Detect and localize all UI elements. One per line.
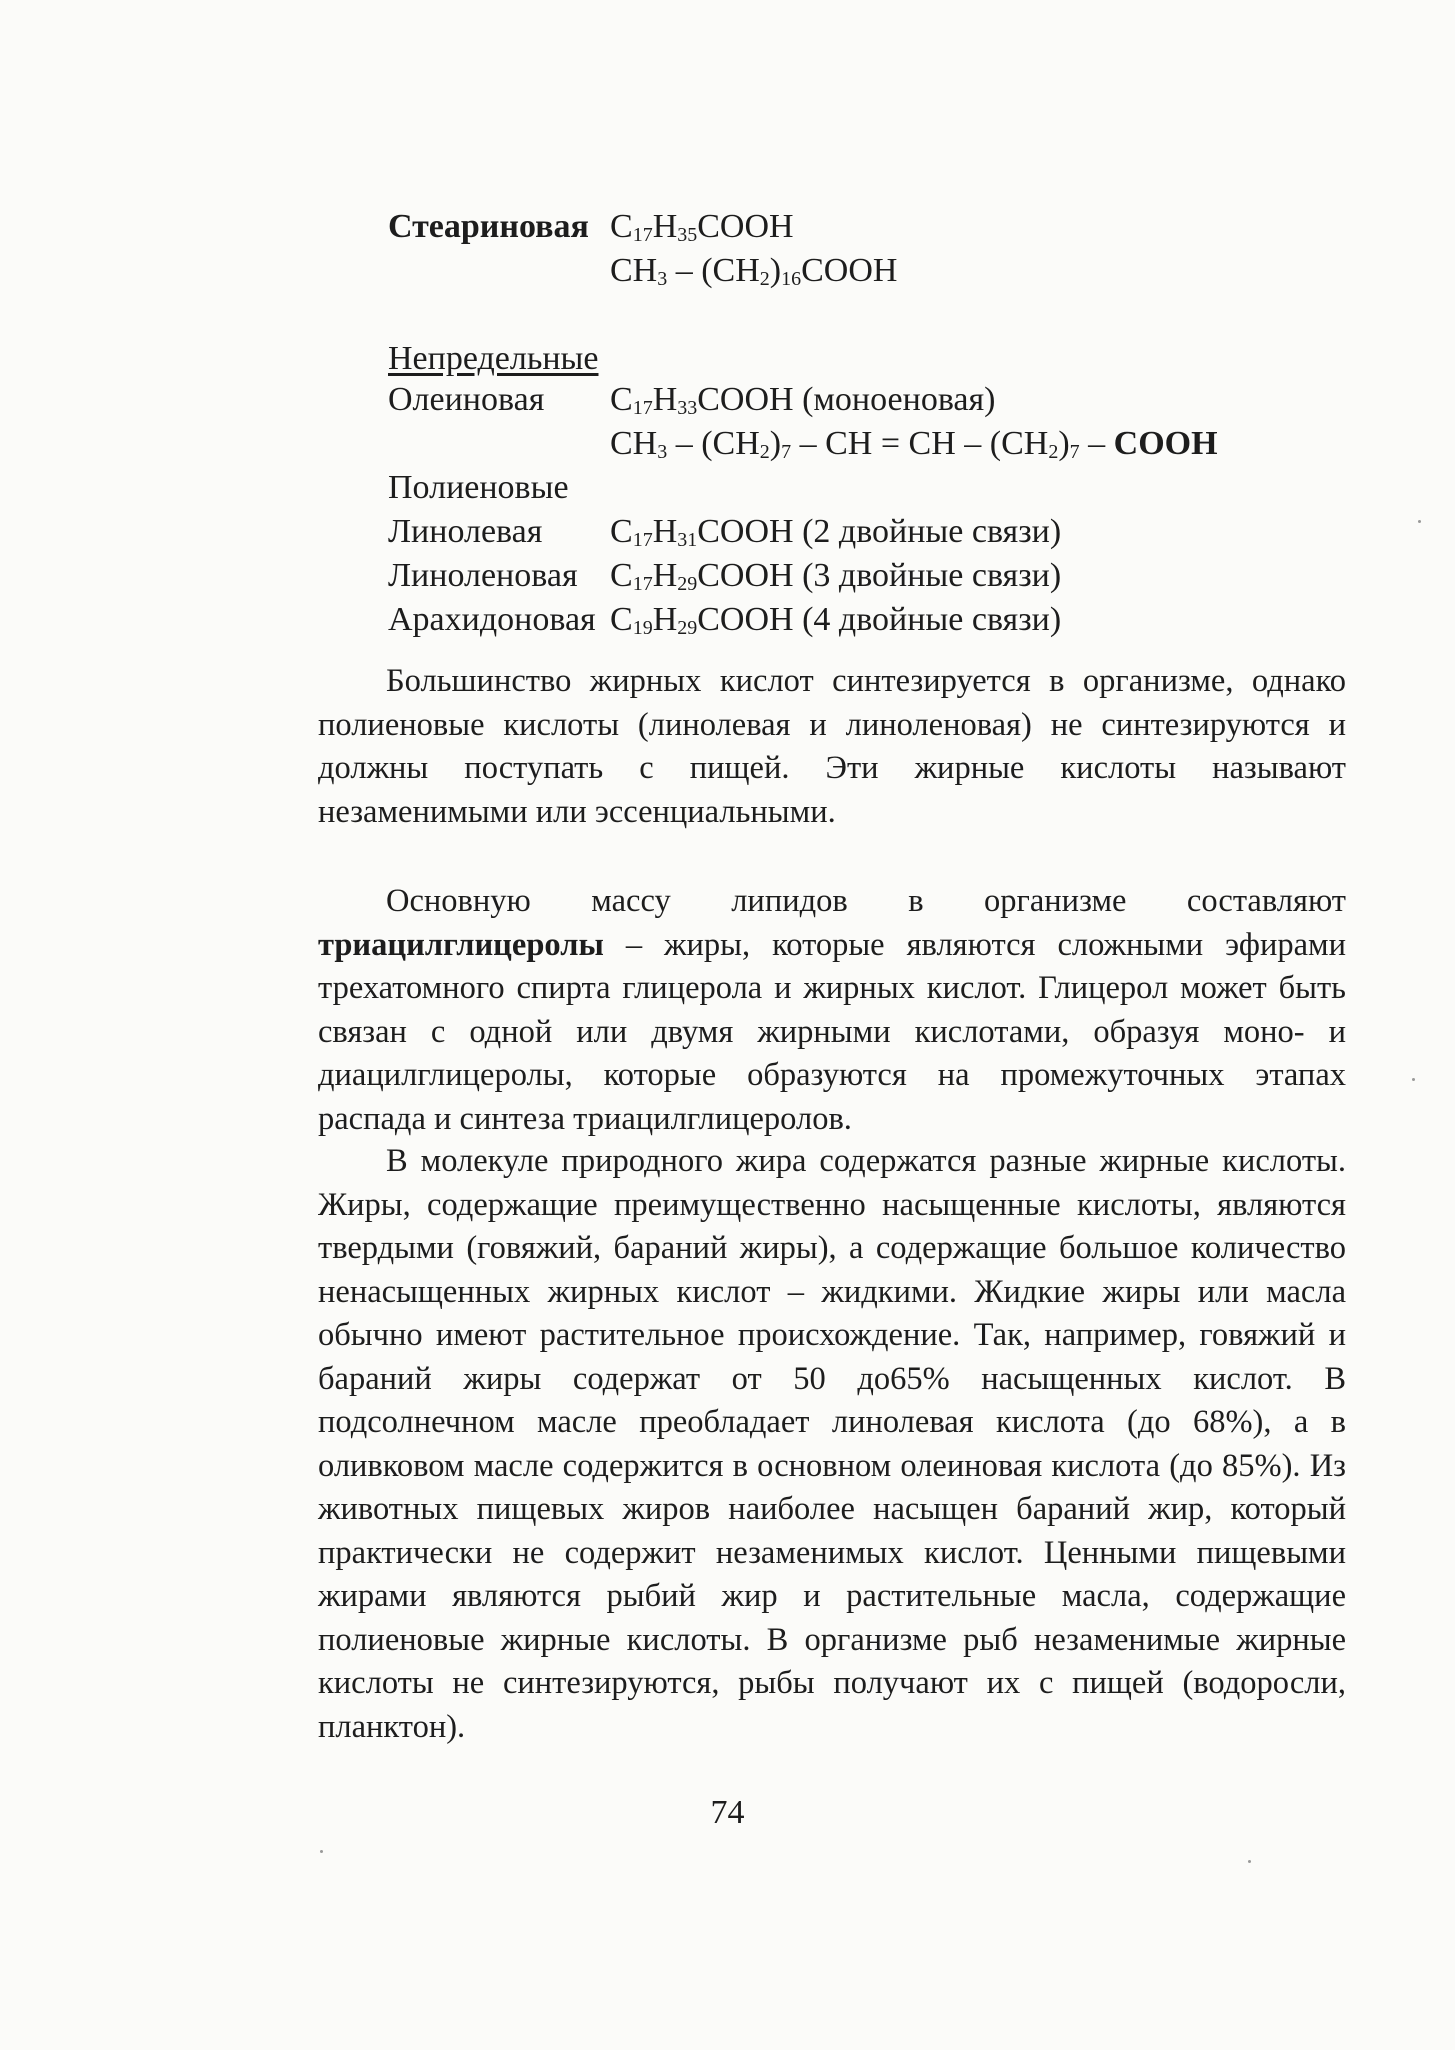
oleic-row — [388, 378, 1288, 422]
paragraph-essential-acids: Большинство жирных кислот синтезируется в организме, однако полиеновые кислоты (линолевая и линоленовая) не синтезируются и должны поступать с пищей. Эти жирные кислоты называют незаменимыми или эссенциальными. — [318, 663, 1346, 830]
oleic-row-2 — [388, 422, 1288, 466]
arachidonic-name: Арахидоновая — [388, 601, 596, 638]
term-triacylglycerols: триацилглицеролы — [318, 926, 604, 963]
scan-speck — [320, 1850, 323, 1853]
oleic-formula-1: $C_{17}H_{33}COOH$ (моноеновая) — [610, 381, 996, 419]
arachidonic-row — [388, 598, 1288, 642]
unsaturated-header: Непредельные — [388, 340, 599, 377]
arachidonic-formula: $C_{19}H_{29}COOH$ (4 двойные связи) — [610, 601, 1062, 639]
stearic-name: Стеариновая — [388, 208, 589, 245]
stearic-row — [388, 205, 1288, 249]
polyenoic-header: Полиеновые — [388, 469, 569, 506]
scan-speck — [1248, 1860, 1251, 1863]
linoleic-formula: $C_{17}H_{31}COOH$ (2 двойные связи) — [610, 513, 1062, 551]
linoleic-row — [388, 510, 1288, 554]
linolenic-row — [388, 554, 1288, 598]
linolenic-name: Линоленовая — [388, 557, 578, 594]
saturated-formulas — [388, 205, 1288, 293]
stearic-row-2 — [388, 249, 1288, 293]
scan-speck — [1418, 520, 1421, 523]
stearic-formula-1: $C_{17}H_{35}COOH$ — [610, 208, 794, 246]
oleic-formula-2: $CH_3 - (CH_2)_7$ – CH = CH – $(CH_2)_7$ – COOH — [610, 425, 1218, 463]
linoleic-name: Линолевая — [388, 513, 543, 550]
polyenoic-header-row — [388, 466, 1288, 510]
page-number: 74 — [710, 1794, 745, 1831]
stearic-formula-2: $CH_3$ – $(CH_2)_{16}COOH$ — [610, 252, 898, 290]
oleic-name: Олеиновая — [388, 381, 545, 418]
linolenic-formula: $C_{17}H_{29}COOH$ (3 двойные связи) — [610, 557, 1062, 595]
scan-speck — [1412, 1078, 1415, 1081]
paragraph-natural-fats: В молекуле природного жира содержатся разные жирные кислоты. Жиры, содержащие преимущественно насыщенные кислоты, являются твердыми (говяжий, бараний жиры), а содержащие большое количество ненасыщенных жирных кислот – жидкими. Жидкие жиры или масла обычно имеют растительное происхождение. Так, например, говяжий и бараний жиры содержат от 50 до65% насыщенных кислот. В подсолнечном масле преобладает линолевая кислота (до 68%), а в оливковом масле содержится в основном олеиновая кислота (до 85%). Из животных пищевых жиров наиболее насыщен бараний жир, который практически не содержит незаменимых кислот. Ценными пищевыми жирами являются рыбий жир и растительные масла, содержащие полиеновые жирные кислоты. В организме рыб незаменимые жирные кислоты не синтезируются, рыбы получают их с пищей (водоросли, планктон). — [318, 1143, 1346, 1745]
unsaturated-formulas — [388, 378, 1288, 642]
paragraph-triacylglycerols: Основную массу липидов в организме составляют триацилглицеролы – жиры, которые являются сложными эфирами трехатомного спирта глицерола и жирных кислот. Глицерол может быть связан с одной или двумя жирными кислотами, образуя моно- и диацилглицеролы, которые образуются на промежуточных этапах распада и синтеза триацилглицеролов. — [318, 883, 1346, 1137]
